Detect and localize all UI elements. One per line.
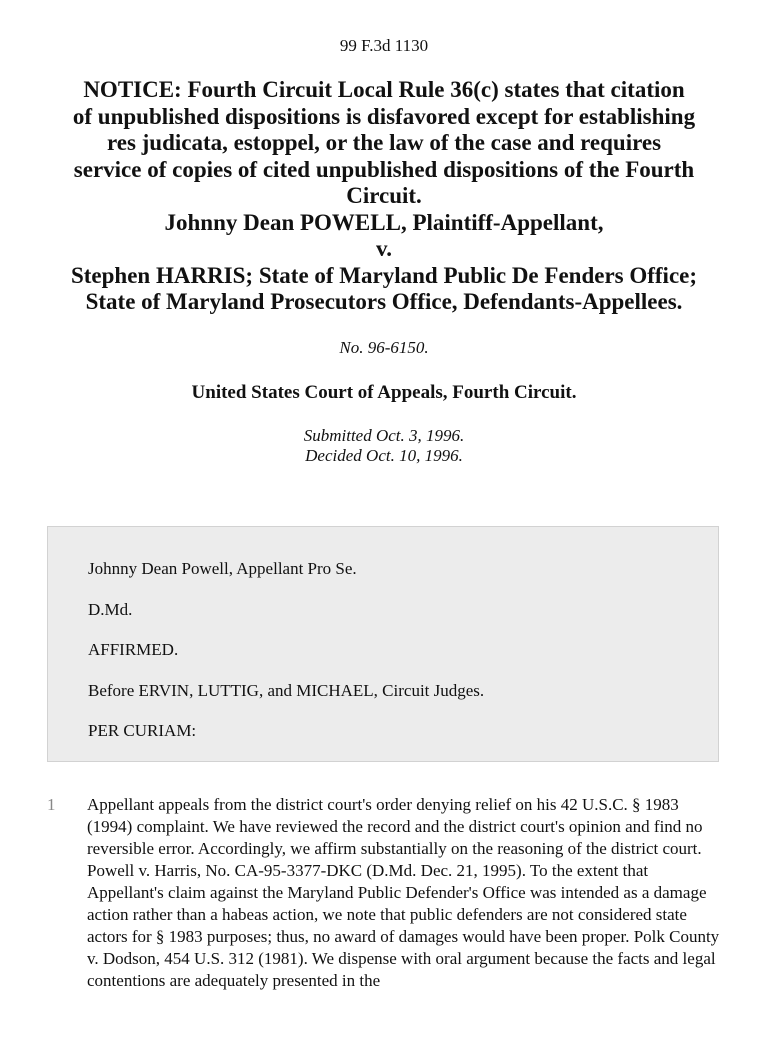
notice-line: service of copies of cited unpublished dispositions of the Fourth: [73, 156, 695, 182]
case-citation: 99 F.3d 1130: [339, 36, 429, 55]
notice-line: NOTICE: Fourth Circuit Local Rule 36(c) states that citation: [83, 77, 685, 102]
panel-line: Before ERVIN, LUTTIG, and MICHAEL, Circuit Judges.: [88, 680, 485, 700]
defendants-line: Stephen HARRIS; State of Maryland Public De Fenders Office;: [70, 262, 698, 288]
docket-number: No. 96-6150.: [339, 337, 429, 357]
submitted-date: Submitted Oct. 3, 1996.: [303, 425, 465, 445]
notice-heading: [40, 77, 728, 316]
notice-line: Circuit.: [346, 183, 422, 208]
plaintiff-line: Johnny Dean POWELL, Plaintiff-Appellant,: [164, 209, 604, 235]
disposition-line: AFFIRMED.: [88, 640, 179, 659]
paragraph-number: 1: [47, 795, 56, 814]
counsel-line: Johnny Dean Powell, Appellant Pro Se.: [88, 559, 357, 578]
court-name: United States Court of Appeals, Fourth Circuit.: [191, 381, 577, 403]
notice-line: of unpublished dispositions is disfavored except for establishing: [72, 103, 696, 129]
versus-line: v.: [376, 236, 392, 261]
defendants-line: State of Maryland Prosecutors Office, Defendants-Appellees.: [85, 289, 683, 314]
paragraph-text: Appellant appeals from the district court's order denying relief on his 42 U.S.C. § 1983 (1994) complaint. We have reviewed the record and the district court's opinion and find no reversible error. Accordingly, we affirm substantially on the reasoning of the district court. Powell v. Harris, No. CA-95-3377-DKC (D.Md. Dec. 21, 1995). To the extent that Appellant's claim against the Maryland Public Defender's Office was intended as a damage action rather than a habeas action, we note that public defenders are not considered state actors for § 1983 purposes; thus, no award of damages would have been proper. Polk County v. Dodson, 454 U.S. 312 (1981). We dispense with oral argument because the facts and legal contentions are adequately presented in the: [87, 795, 720, 990]
per-curiam-line: PER CURIAM:: [88, 721, 197, 740]
district-line: D.Md.: [88, 599, 133, 619]
decided-date: Decided Oct. 10, 1996.: [305, 445, 463, 465]
notice-line: res judicata, estoppel, or the law of the case and requires: [106, 130, 662, 155]
case-dates: [0, 426, 768, 466]
case-info-box: [47, 526, 719, 762]
opinion-paragraph: [47, 794, 727, 992]
